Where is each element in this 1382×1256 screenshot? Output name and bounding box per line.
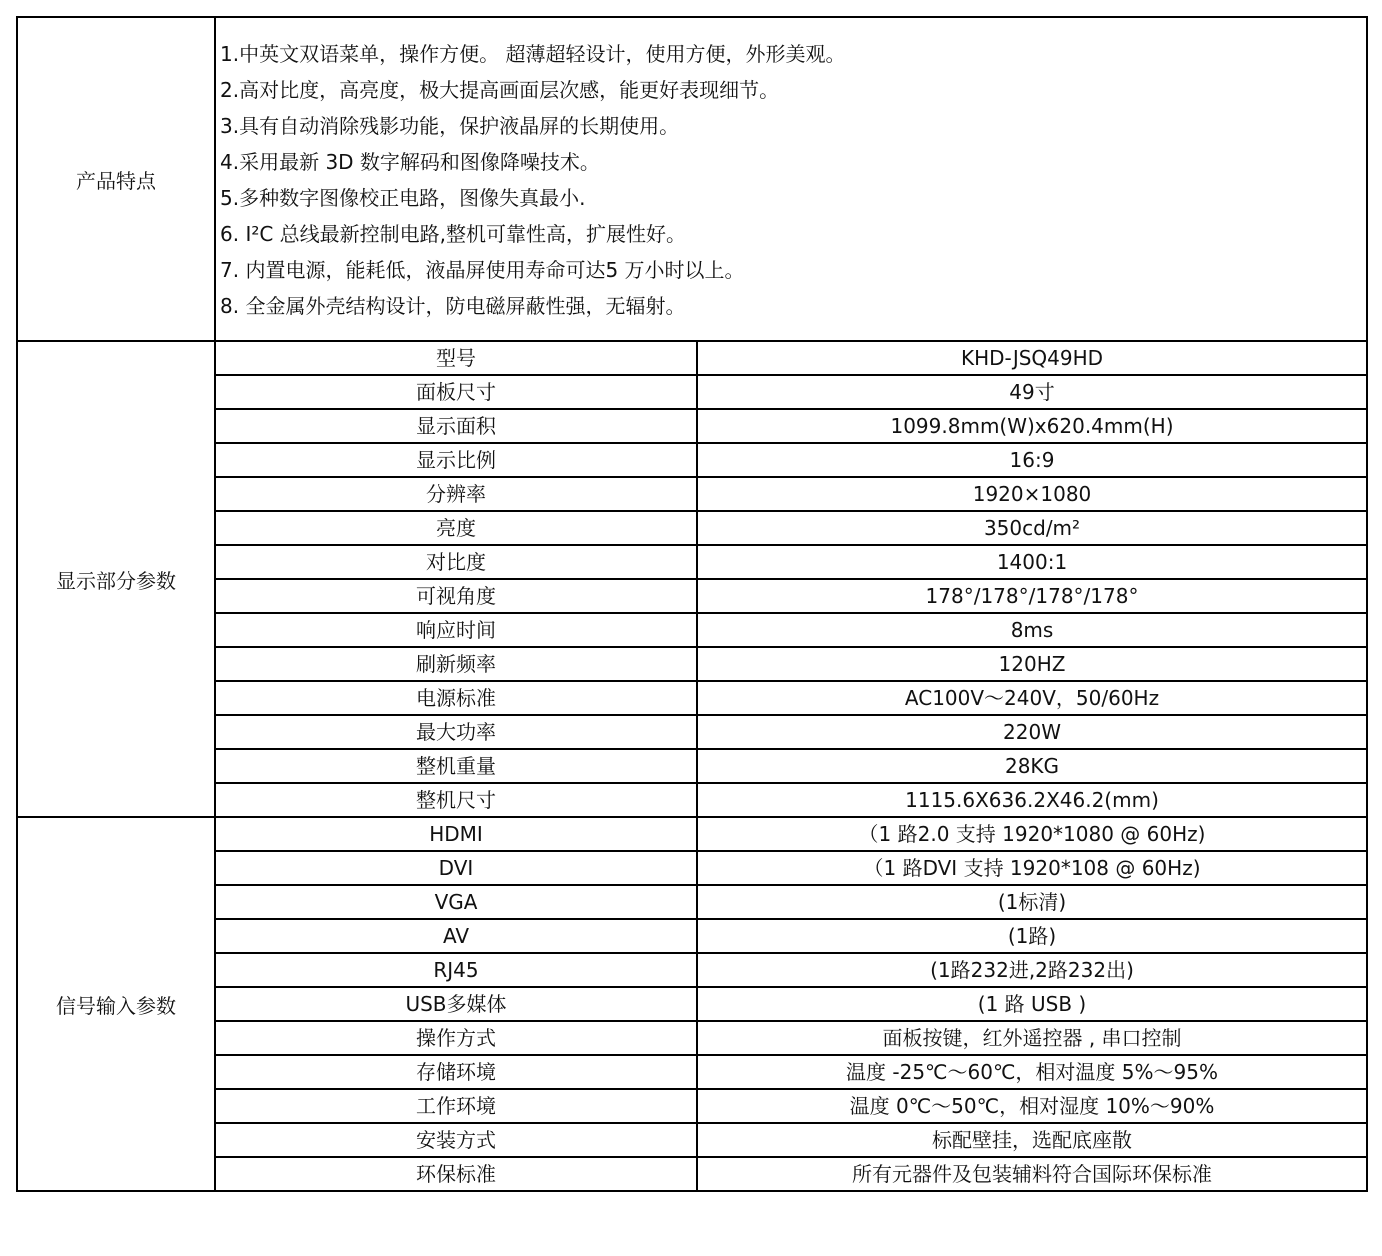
features-row: [17, 17, 1367, 341]
display-param-row: [17, 613, 1367, 647]
param-name: 操作方式: [215, 1021, 697, 1055]
param-name: 对比度: [215, 545, 697, 579]
param-name: 工作环境: [215, 1089, 697, 1123]
display-param-row: [17, 681, 1367, 715]
signal-param-row: [17, 953, 1367, 987]
param-value: （1 路DVI 支持 1920*108 @ 60Hz): [697, 851, 1367, 885]
param-value: 1099.8mm(W)x620.4mm(H): [697, 409, 1367, 443]
display-param-row: [17, 749, 1367, 783]
param-value: AC100V～240V，50/60Hz: [697, 681, 1367, 715]
feature-item: 6. I²C 总线最新控制电路,整机可靠性高，扩展性好。: [220, 222, 687, 246]
param-value: (1路): [697, 919, 1367, 953]
param-value: 220W: [697, 715, 1367, 749]
display-section-label: 显示部分参数: [17, 341, 215, 817]
param-name: RJ45: [215, 953, 697, 987]
param-name: 分辨率: [215, 477, 697, 511]
signal-param-row: [17, 1157, 1367, 1191]
display-param-row: [17, 545, 1367, 579]
param-value: 标配壁挂，选配底座散: [697, 1123, 1367, 1157]
param-value: 178°/178°/178°/178°: [697, 579, 1367, 613]
signal-param-row: [17, 1021, 1367, 1055]
spec-table: [16, 16, 1368, 1192]
signal-param-row: [17, 885, 1367, 919]
display-param-row: [17, 409, 1367, 443]
display-param-row: [17, 783, 1367, 817]
signal-param-row: [17, 987, 1367, 1021]
param-name: DVI: [215, 851, 697, 885]
signal-section-label: 信号输入参数: [17, 817, 215, 1191]
param-name: 整机尺寸: [215, 783, 697, 817]
param-value: 49寸: [697, 375, 1367, 409]
signal-param-row: [17, 1123, 1367, 1157]
param-name: 面板尺寸: [215, 375, 697, 409]
display-param-row: [17, 715, 1367, 749]
signal-param-row: [17, 851, 1367, 885]
feature-item: 7. 内置电源，能耗低，液晶屏使用寿命可达5 万小时以上。: [220, 258, 745, 282]
param-name: 最大功率: [215, 715, 697, 749]
param-value: 120HZ: [697, 647, 1367, 681]
param-value: KHD-JSQ49HD: [697, 341, 1367, 375]
param-name: 安装方式: [215, 1123, 697, 1157]
param-value: 面板按键，红外遥控器 , 串口控制: [697, 1021, 1367, 1055]
param-value: 28KG: [697, 749, 1367, 783]
feature-item: 3.具有自动消除残影功能，保护液晶屏的长期使用。: [220, 114, 680, 138]
param-name: 可视角度: [215, 579, 697, 613]
param-value: 1400:1: [697, 545, 1367, 579]
param-value: 350cd/m²: [697, 511, 1367, 545]
param-name: USB多媒体: [215, 987, 697, 1021]
param-value: 所有元器件及包装辅料符合国际环保标准: [697, 1157, 1367, 1191]
signal-param-row: [17, 817, 1367, 851]
param-name: 显示比例: [215, 443, 697, 477]
param-value: 8ms: [697, 613, 1367, 647]
feature-item: 4.采用最新 3D 数字解码和图像降噪技术。: [220, 150, 600, 174]
display-param-row: [17, 375, 1367, 409]
param-value: 1920×1080: [697, 477, 1367, 511]
param-value: (1 路 USB ): [697, 987, 1367, 1021]
features-list: [215, 17, 1367, 341]
param-name: 环保标准: [215, 1157, 697, 1191]
feature-item: 1.中英文双语菜单，操作方便。 超薄超轻设计，使用方便，外形美观。: [220, 42, 846, 66]
param-value: 温度 -25℃～60℃，相对温度 5%～95%: [697, 1055, 1367, 1089]
param-value: (1路232进,2路232出): [697, 953, 1367, 987]
param-name: 电源标准: [215, 681, 697, 715]
display-param-row: [17, 647, 1367, 681]
display-param-row: [17, 341, 1367, 375]
param-name: 刷新频率: [215, 647, 697, 681]
feature-item: 2.高对比度，高亮度，极大提高画面层次感，能更好表现细节。: [220, 78, 780, 102]
param-name: AV: [215, 919, 697, 953]
param-name: 显示面积: [215, 409, 697, 443]
signal-param-row: [17, 919, 1367, 953]
param-name: 整机重量: [215, 749, 697, 783]
param-value: (1标清): [697, 885, 1367, 919]
param-value: 温度 0℃～50℃，相对湿度 10%～90%: [697, 1089, 1367, 1123]
display-param-row: [17, 443, 1367, 477]
param-name: HDMI: [215, 817, 697, 851]
param-name: 存储环境: [215, 1055, 697, 1089]
signal-param-row: [17, 1089, 1367, 1123]
param-name: 亮度: [215, 511, 697, 545]
param-name: 型号: [215, 341, 697, 375]
param-value: 1115.6X636.2X46.2(mm): [697, 783, 1367, 817]
features-label: 产品特点: [17, 17, 215, 341]
param-name: 响应时间: [215, 613, 697, 647]
param-name: VGA: [215, 885, 697, 919]
feature-item: 8. 全金属外壳结构设计，防电磁屏蔽性强，无辐射。: [220, 294, 686, 318]
display-param-row: [17, 511, 1367, 545]
param-value: （1 路2.0 支持 1920*1080 @ 60Hz): [697, 817, 1367, 851]
display-param-row: [17, 579, 1367, 613]
feature-item: 5.多种数字图像校正电路，图像失真最小.: [220, 186, 586, 210]
display-param-row: [17, 477, 1367, 511]
signal-param-row: [17, 1055, 1367, 1089]
param-value: 16:9: [697, 443, 1367, 477]
